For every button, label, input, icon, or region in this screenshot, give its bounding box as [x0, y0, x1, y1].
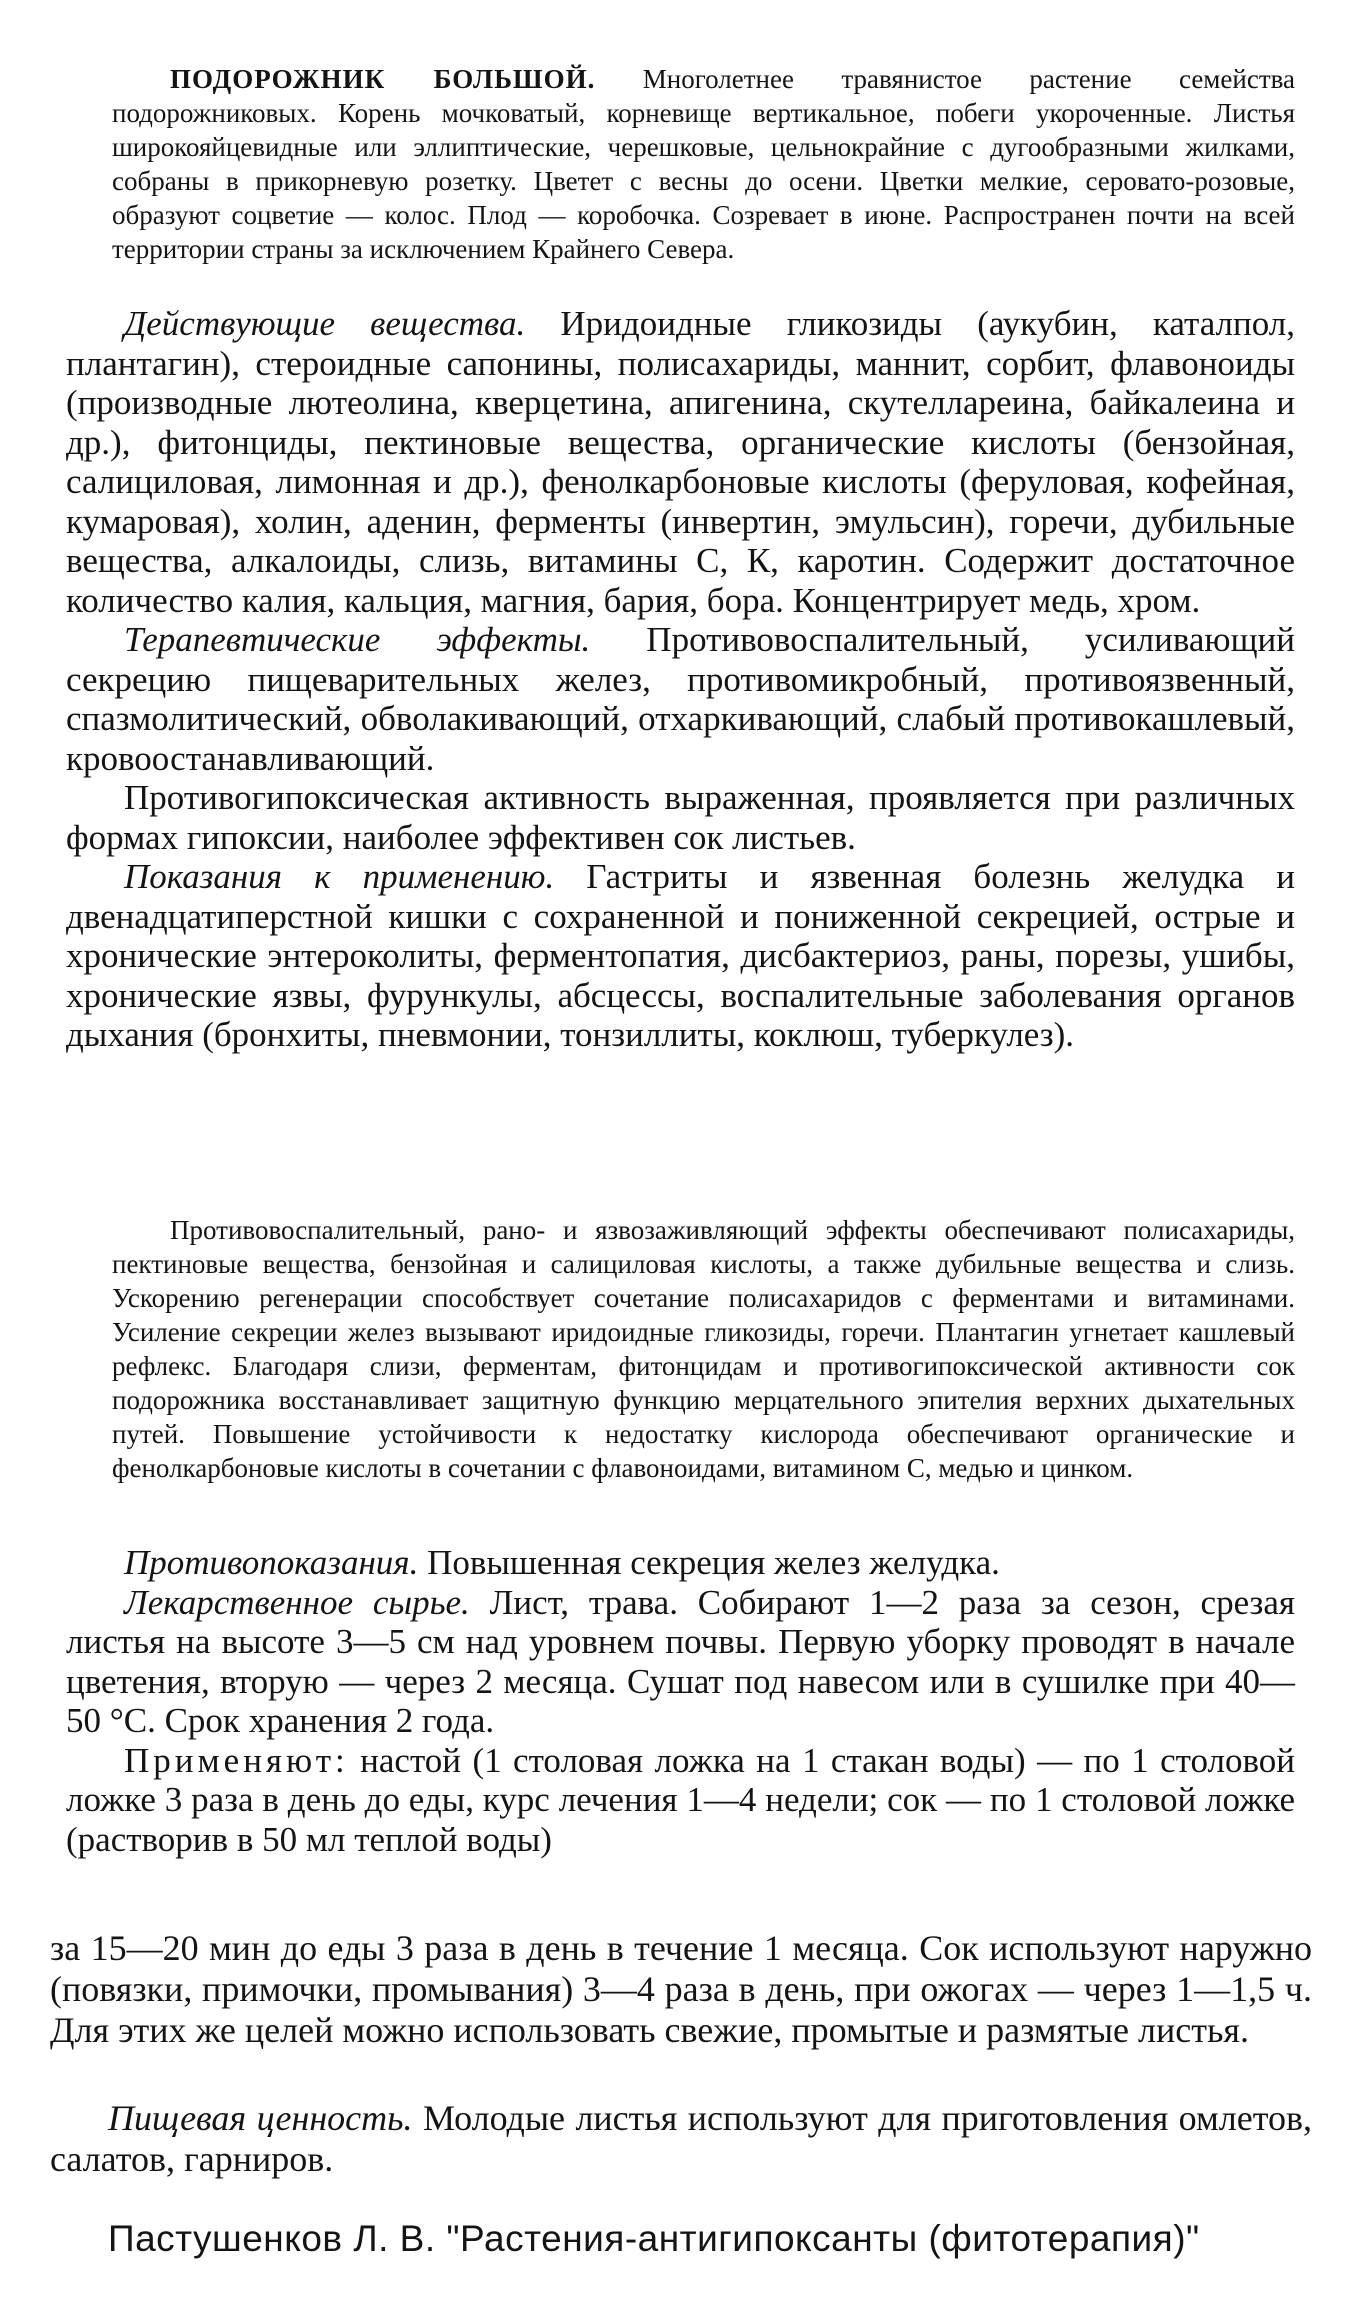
- contraindications-paragraph: [66, 1543, 1295, 1583]
- contraindications-text: Повышенная секреция желез желудка.: [418, 1543, 1000, 1582]
- mechanism-paragraph: [112, 1213, 1295, 1485]
- intro-text: Многолетнее травянистое растение семейства подорожниковых. Корень мочковатый, корневище вертикальное, побеги укороченные. Листья широкояйцевидные или эллиптические, черешковые, цельнокрайние с дугообразными жилками, собраны в прикорневую розетку. Цветет с весны до осени. Цветки мелкие, серовато-розовые, образуют соцветие — колос. Плод — коробочка. Созревает в июне. Распространен почти на всей территории страны за исключением Крайнего Севера.: [112, 64, 1295, 264]
- raw-material-label: Лекарственное сырье.: [124, 1582, 470, 1622]
- mechanism-text: Противовоспалительный, рано- и язвозаживляющий эффекты обеспечивают полисахариды, пектиновые вещества, бензойная и салициловая кислоты, а также дубильные вещества и слизь. Ускорению регенерации способствует сочетание полисахаридов с ферментами и витаминами. Усиление секреции желез вызывают иридоидные гликозиды, горечи. Плантагин угнетает кашлевый рефлекс. Благодаря слизи, ферментам, фитонцидам и противогипоксической активности сок подорожника восстанавливает защитную функцию мерцательного эпителия верхних дыхательных путей. Повышение устойчивости к недостатку кислорода обеспечивают органические и фенолкарбоновые кислоты в сочетании с флавоноидами, витамином С, медью и цинком.: [112, 1215, 1295, 1483]
- indications-label: Показания к применению.: [124, 857, 555, 896]
- usage-text: настой (1 столовая ложка на 1 стакан воды) — по 1 столовой ложке 3 раза в день до еды, курс лечения 1—4 недели; сок — по 1 столовой ложке (растворив в 50 мл теплой воды): [66, 1740, 1295, 1859]
- usage-paragraph: [66, 1741, 1295, 1860]
- therapeutic-effects-label: Терапевтические эффекты.: [124, 620, 591, 659]
- active-substances-paragraph: [66, 304, 1295, 620]
- usage-continuation-block: [50, 1928, 1312, 2051]
- indications-text: Гастриты и язвенная болезнь желудка и двенадцатиперстной кишки с сохраненной и пониженной секрецией, острые и хронические энтероколиты, ферментопатия, дисбактериоз, раны, порезы, ушибы, хронические язвы, фурункулы, абсцессы, воспалительные заболевания органов дыхания (бронхиты, пневмонии, тонзиллиты, коклюш, туберкулез).: [66, 857, 1295, 1054]
- therapeutic-effects-paragraph: [66, 620, 1295, 778]
- food-block: [50, 2098, 1312, 2180]
- intro-paragraph: [112, 62, 1295, 266]
- main-block: [66, 304, 1295, 1055]
- plant-name-heading: ПОДОРОЖНИК БОЛЬШОЙ.: [170, 64, 596, 94]
- usage-label: Применяют:: [124, 1740, 349, 1780]
- hypoxia-paragraph: [66, 778, 1295, 857]
- intro-block: [112, 62, 1295, 266]
- active-substances-label: Действующие вещества.: [124, 304, 526, 343]
- food-value-label: Пищевая ценность.: [108, 2098, 413, 2138]
- therapeutic-effects-text: Противовоспалительный, усиливающий секрецию пищеварительных желез, противомикробный, противоязвенный, спазмолитический, обволакивающий, отхаркивающий, слабый противокашлевый, кровоостанавливающий.: [66, 620, 1295, 778]
- source-caption: Пастушенков Л. В. "Растения-антигипоксанты (фитотерапия)": [108, 2218, 1200, 2259]
- usage-continuation-paragraph: [50, 1928, 1312, 2051]
- hypoxia-text: Противогипоксическая активность выраженная, проявляется при различных формах гипоксии, наиболее эффективен сок листьев.: [66, 778, 1295, 857]
- active-substances-text: Иридоидные гликозиды (аукубин, каталпол, плантагин), стероидные сапонины, полисахариды, маннит, сорбит, флавоноиды (производные лютеолина, кверцетина, апигенина, скутеллареина, байкалеина и др.), фитонциды, пектиновые вещества, органические кислоты (бензойная, салициловая, лимонная и др.), фенолкарбоновые кислоты (феруловая, кофейная, кумаровая), холин, аденин, ферменты (инвертин, эмульсин), горечи, дубильные вещества, алкалоиды, слизь, витамины С, К, каротин. Содержит достаточное количество калия, кальция, магния, бария, бора. Концентрирует медь, хром.: [66, 304, 1295, 620]
- indications-paragraph: [66, 857, 1295, 1055]
- raw-material-paragraph: [66, 1583, 1295, 1741]
- contraindications-label: Противопоказания.: [124, 1543, 419, 1582]
- usage-block: [66, 1543, 1295, 1859]
- food-value-paragraph: [50, 2098, 1312, 2180]
- mechanism-block: [112, 1213, 1295, 1485]
- food-value-text: Молодые листья используют для приготовления омлетов, салатов, гарниров.: [50, 2098, 1312, 2179]
- usage-continuation-text: за 15—20 мин до еды 3 раза в день в течение 1 месяца. Сок используют наружно (повязки, примочки, промывания) 3—4 раза в день, при ожогах — через 1—1,5 ч. Для этих же целей можно использовать свежие, промытые и размятые листья.: [50, 1928, 1312, 2050]
- raw-material-text: Лист, трава. Собирают 1—2 раза за сезон, срезая листья на высоте 3—5 см над уровнем почвы. Первую уборку проводят в начале цветения, вторую — через 2 месяца. Сушат под навесом или в сушилке при 40—50 °С. Срок хранения 2 года.: [66, 1582, 1295, 1740]
